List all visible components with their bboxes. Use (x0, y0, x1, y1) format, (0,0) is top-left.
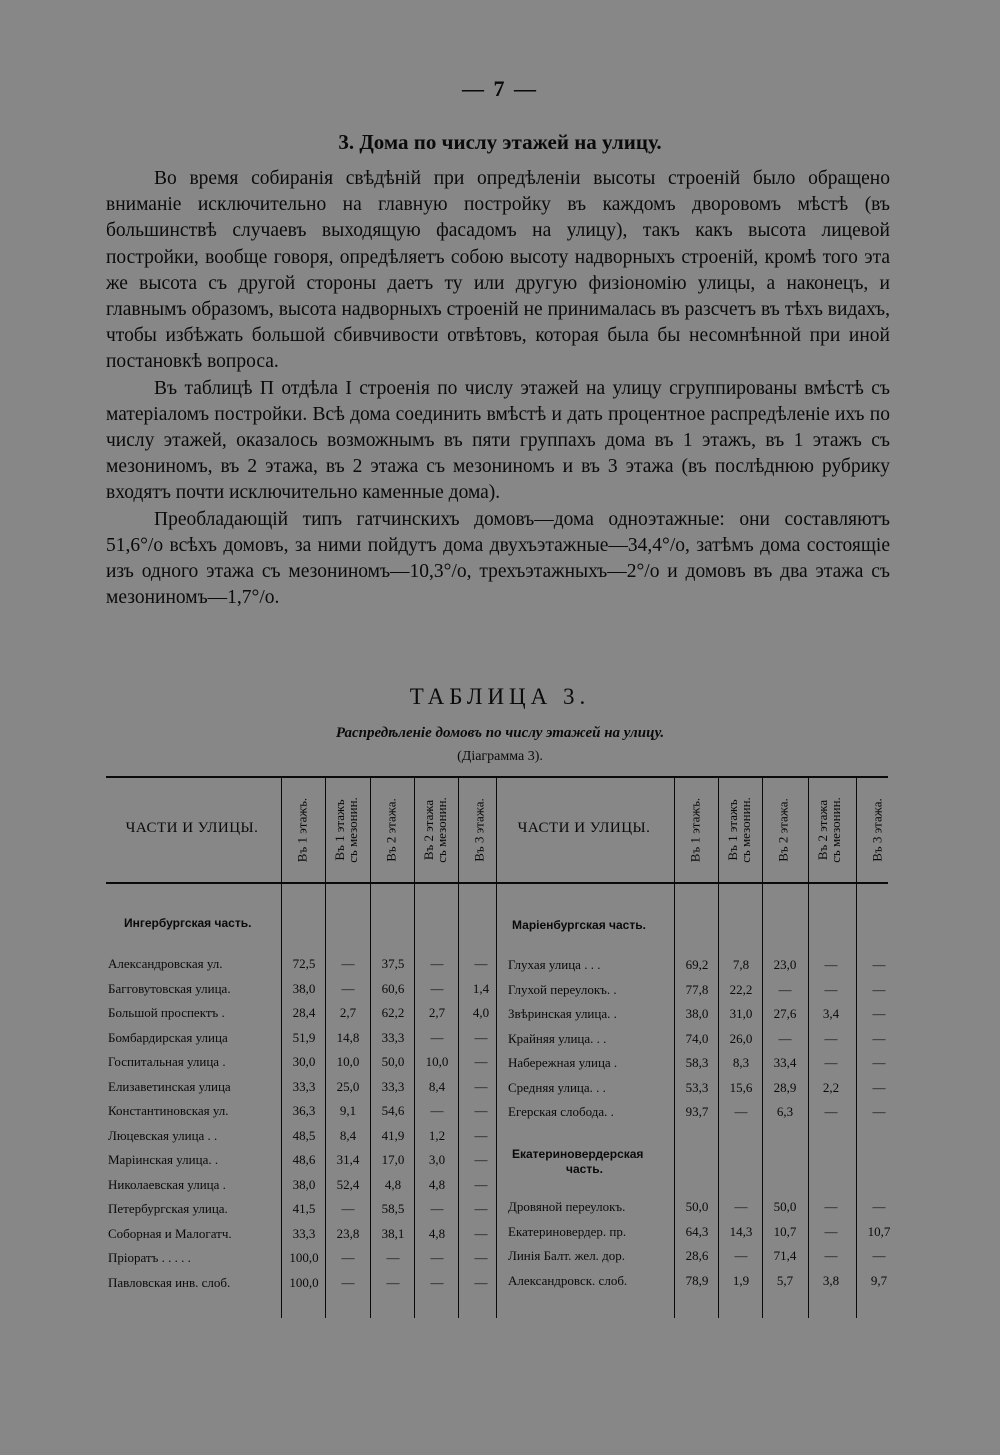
table-row-label: Набережная улица . (508, 1055, 618, 1070)
table-cell: — (824, 1223, 838, 1239)
table-cell: 60,6 (381, 980, 405, 996)
table-header-rule (106, 882, 888, 884)
table-cell: 10,7 (773, 1223, 797, 1239)
table-cell: 5,7 (776, 1272, 794, 1288)
table-row-label: Петербургская улица. (108, 1201, 228, 1216)
table-cell: 33,4 (773, 1055, 797, 1070)
table-row-label: Бомбардирская улица (108, 1029, 228, 1045)
table-cell: — (474, 1250, 488, 1265)
table-cell: 26,0 (729, 1030, 753, 1046)
table-cell: — (734, 1199, 748, 1214)
table-row-label: Маріинская улица. . (108, 1152, 219, 1167)
table-row-label: Глухой переулокъ. . (508, 981, 617, 997)
table-cell: 31,0 (729, 1006, 753, 1021)
table-cell: 33,3 (292, 1078, 316, 1094)
right-header-name: ЧАСТИ И УЛИЦЫ. (517, 820, 651, 836)
table-cell: 38,0 (292, 1176, 316, 1192)
table-row-label: Константиновская ул. (108, 1103, 229, 1118)
table-cell: 58,5 (381, 1201, 405, 1216)
part-heading: Ингербургская часть. (124, 916, 252, 930)
table-cell: — (341, 980, 355, 996)
table-cell: 41,5 (292, 1201, 316, 1216)
table-cell: — (872, 1199, 886, 1214)
part-heading: Маріенбургская часть. (512, 918, 646, 932)
paragraph: Преобладающій типъ гатчинскихъ домовъ—дома одноэтажные: они составляютъ 51,6°/o всѣхъ домовъ, за ними пойдутъ дома двухъэтажные—34,4°/o, затѣмъ дома состоящіе изъ одного этажа съ мезониномъ—10,3°/o, трехъэтажныхъ—2°/o и домовъ въ два этажа съ мезониномъ—1,7°/o. (106, 508, 890, 609)
table-cell: 69,2 (685, 957, 709, 972)
table-cell: — (430, 956, 444, 971)
table-cell: — (872, 981, 886, 997)
table-cell: 33,3 (381, 1029, 405, 1045)
table-cell: 50,0 (773, 1199, 797, 1214)
part-heading: Екатериновердерская (512, 1147, 644, 1161)
table-cell: 3,8 (822, 1272, 840, 1288)
table-cell: 28,9 (773, 1079, 797, 1095)
table-cell: 64,3 (685, 1223, 709, 1239)
table-row-label: Средняя улица. . . (508, 1079, 606, 1095)
paragraph: Во время собиранія свѣдѣній при опредѣленіи высоты строеній было обращено вниманіе исключительно на главную постройку въ каждомъ дворовомъ мѣстѣ (въ большинствѣ случаевъ выходящую фасадомъ на улицу), такъ какъ высота лицевой постройки, вообще говоря, опредѣляетъ собою высоту надворныхъ строеній, кромѣ того эта же высота съ другой стороны даетъ ту или другую физіономію улицы, а наконецъ, и главнымъ образомъ, высота надворныхъ строеній не принималась въ разсчетъ въ тѣхъ видахъ, чтобы избѣжать большой сбивчивости отвѣтовъ, которая была бы несомнѣнной при иной постановкѣ вопроса. (106, 168, 890, 373)
column-header (459, 778, 499, 882)
table-cell: 25,0 (336, 1078, 360, 1094)
body-text (106, 166, 890, 611)
table-cell: 38,1 (381, 1225, 405, 1241)
table-cell: — (824, 981, 838, 997)
table-cell: 33,3 (292, 1225, 316, 1241)
table-row-label: Соборная и Малогатч. (108, 1225, 232, 1241)
table-cell: 3,4 (822, 1006, 840, 1021)
table-cell: — (474, 1225, 488, 1241)
table-cell: 10,0 (336, 1054, 360, 1069)
table-cell: 7,8 (732, 957, 750, 972)
table-cell: 3,0 (428, 1152, 446, 1167)
table-title: ТАБЛИЦА 3. (409, 684, 591, 709)
column-header-label: Въ 1 этажъ съ мезонин. (332, 797, 360, 863)
table-cell: 38,0 (685, 1006, 709, 1021)
table-row-label: Большой проспектъ . (108, 1005, 225, 1020)
table-row-label: Егерская слобода. . (508, 1104, 614, 1119)
table-cell: 23,8 (336, 1225, 360, 1241)
table-cell: 36,3 (292, 1103, 316, 1118)
table-cell: — (341, 956, 355, 971)
table-cell: 27,6 (773, 1006, 797, 1021)
table-cell: 33,3 (381, 1078, 405, 1094)
table-cell: — (824, 1248, 838, 1263)
table-cell: 14,3 (729, 1223, 753, 1239)
table-cell: — (778, 981, 792, 997)
table-cell: — (734, 1248, 748, 1263)
table-row-label: Александровская ул. (108, 956, 223, 971)
table-cell: — (474, 1152, 488, 1167)
table-cell: 72,5 (292, 956, 316, 971)
column-header (415, 778, 455, 882)
table-cell: — (872, 1006, 886, 1021)
column-header-label: Въ 2 этажа. (775, 798, 791, 862)
table-cell: 93,7 (685, 1104, 709, 1119)
table-cell: 31,4 (336, 1152, 360, 1167)
table-cell: 48,5 (292, 1127, 316, 1143)
table-cell: — (430, 1103, 444, 1118)
table-cell: — (474, 956, 488, 971)
table-cell: — (872, 1055, 886, 1070)
table-cell: 30,0 (292, 1054, 316, 1069)
paragraph: Въ таблицѣ П отдѣла I строенія по числу этажей на улицу сгруппированы вмѣстѣ съ матеріаломъ постройки. Всѣ дома соединить вмѣстѣ и дать процентное распредѣленіе ихъ по числу этажей, оказалось возможнымъ въ пяти группахъ дома въ 1 этажъ, въ 1 этажъ съ мезониномъ, въ 2 этажа, въ 2 этажа съ мезониномъ и въ 3 этажа (въ послѣднюю рубрику входятъ почти исключительно каменные дома). (106, 377, 890, 504)
column-header-label: Въ 1 этажъ. (687, 797, 703, 863)
column-header-label: Въ 2 этажа съ мезонин. (815, 797, 843, 863)
table-cell: 37,5 (381, 956, 405, 971)
table-cell: 78,9 (685, 1272, 709, 1288)
left-header-name: ЧАСТИ И УЛИЦЫ. (125, 820, 259, 836)
table-cell: 51,9 (292, 1029, 316, 1045)
table-cell: 53,3 (685, 1079, 709, 1095)
table-cell: 50,0 (685, 1199, 709, 1214)
table-cell: 28,6 (685, 1248, 709, 1263)
column-header-label: Въ 1 этажъ съ мезонин. (725, 797, 753, 863)
table-cell: 10,0 (425, 1054, 449, 1069)
column-header-label: Въ 1 этажъ. (294, 797, 310, 863)
column-header-label: Въ 2 этажа. (383, 798, 399, 862)
table-cell: — (474, 1103, 488, 1118)
table-cell: — (430, 1250, 444, 1265)
table-cell: 15,6 (729, 1079, 753, 1095)
table-cell: — (824, 1030, 838, 1046)
table-row-label: Звѣринская улица. . (508, 1006, 617, 1021)
column-header (857, 778, 897, 882)
table-row-label: Люцевская улица . . (108, 1127, 218, 1143)
table-cell: 10,7 (867, 1223, 891, 1239)
table-cell: — (824, 1104, 838, 1119)
column-header-label: Въ 3 этажа. (869, 798, 885, 862)
column-header (763, 778, 803, 882)
table-row-label: Госпитальная улица . (108, 1054, 226, 1069)
column-header (675, 778, 715, 882)
table-cell: — (872, 1248, 886, 1263)
table-cell: — (474, 1201, 488, 1216)
table-cell: 74,0 (685, 1030, 709, 1046)
column-header-label: Въ 3 этажа. (471, 798, 487, 862)
table-cell: 4,8 (384, 1176, 402, 1192)
table-cell: — (872, 1079, 886, 1095)
table-cell: — (734, 1104, 748, 1119)
table-cell: — (474, 1274, 488, 1290)
table-row-label: Крайняя улица. . . (508, 1030, 607, 1046)
table-cell: — (872, 1030, 886, 1046)
table-row-label: Глухая улица . . . (508, 957, 601, 972)
table-row-label: Линія Балт. жел. дор. (508, 1248, 626, 1263)
table-cell: 2,7 (339, 1005, 357, 1020)
table-cell: 23,0 (773, 957, 797, 972)
table-cell: — (474, 1078, 488, 1094)
table-row-label: Пріоратъ . . . . . (108, 1250, 191, 1265)
table-row-label: Елизаветинская улица (108, 1078, 231, 1094)
table-cell: 6,3 (776, 1104, 794, 1119)
table-cell: 54,6 (381, 1103, 405, 1118)
table-cell: 9,7 (870, 1272, 888, 1288)
table-cell: 100,0 (289, 1250, 319, 1265)
table-cell: — (778, 1030, 792, 1046)
table-cell: 52,4 (336, 1176, 360, 1192)
table-cell: — (386, 1250, 400, 1265)
table-row-label: Александровск. слоб. (508, 1272, 628, 1288)
table-cell: — (474, 1029, 488, 1045)
table-cell: 4,0 (472, 1005, 490, 1020)
table-cell: — (386, 1274, 400, 1290)
table-cell: 17,0 (381, 1152, 405, 1167)
table-cell: — (430, 1274, 444, 1290)
table-cell: — (430, 980, 444, 996)
table-cell: — (824, 957, 838, 972)
column-header (809, 778, 849, 882)
table-cell: — (341, 1201, 355, 1216)
table-cell: 2,7 (428, 1005, 446, 1020)
table-cell: 71,4 (773, 1248, 797, 1263)
table-cell: — (824, 1199, 838, 1214)
table-cell: 41,9 (381, 1127, 405, 1143)
table-row-label: Дровяной переулокъ. (508, 1199, 626, 1214)
table-cell: 50,0 (381, 1054, 405, 1069)
table-cell: 9,1 (339, 1103, 357, 1118)
table-cell: 58,3 (685, 1055, 709, 1070)
table-cell: 2,2 (822, 1079, 840, 1095)
table-cell: 22,2 (729, 981, 753, 997)
table-cell: 77,8 (685, 981, 709, 997)
table-cell: 8,4 (428, 1078, 446, 1094)
table-cell: 48,6 (292, 1152, 316, 1167)
table-row-label: Багговутовская улица. (108, 980, 231, 996)
table-cell: 28,4 (292, 1005, 316, 1020)
table-cell: 8,3 (732, 1055, 750, 1070)
table-cell: — (474, 1176, 488, 1192)
table-subtitle: Распредѣленіе домовъ по числу этажей на улицу. (335, 725, 665, 741)
table-cell: 100,0 (289, 1274, 319, 1290)
table-cell: — (824, 1055, 838, 1070)
page-number: — 7 — (462, 76, 538, 101)
column-header-label: Въ 2 этажа съ мезонин. (421, 797, 449, 863)
table-cell: — (430, 1029, 444, 1045)
table-row-label: Екатериновердер. пр. (508, 1223, 627, 1239)
table-cell: — (474, 1127, 488, 1143)
table-cell: 14,8 (336, 1029, 360, 1045)
table-cell: — (430, 1201, 444, 1216)
table-cell: 4,8 (428, 1225, 446, 1241)
table-row-label: Павловская инв. слоб. (108, 1274, 231, 1290)
column-header (719, 778, 759, 882)
table-cell: 62,2 (381, 1005, 405, 1020)
section-heading: 3. Дома по числу этажей на улицу. (338, 130, 662, 154)
table-cell: — (341, 1250, 355, 1265)
table-cell: — (872, 957, 886, 972)
table-cell: — (341, 1274, 355, 1290)
table-cell: 1,2 (428, 1127, 446, 1143)
table-cell: — (474, 1054, 488, 1069)
table-cell: — (872, 1104, 886, 1119)
table-cell: 1,4 (472, 980, 490, 996)
table-cell: 1,9 (732, 1272, 750, 1288)
table-row-label: Николаевская улица . (108, 1176, 226, 1192)
column-header (282, 778, 322, 882)
table-cell: 38,0 (292, 980, 316, 996)
table-cell: 8,4 (339, 1127, 357, 1143)
column-header (371, 778, 411, 882)
table-diagram-note: (Діаграмма 3). (457, 749, 543, 764)
part-heading: часть. (566, 1162, 603, 1176)
table-cell: 4,8 (428, 1176, 446, 1192)
column-header (326, 778, 366, 882)
